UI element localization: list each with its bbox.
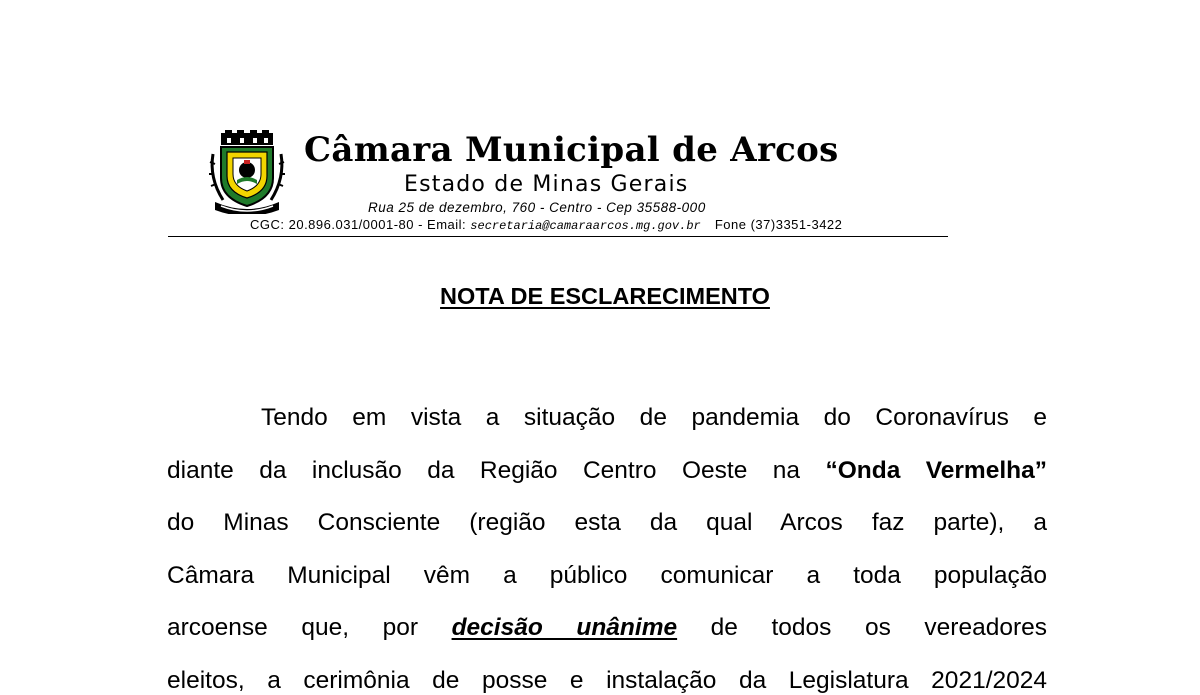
coat-of-arms-icon: [207, 130, 287, 214]
body-text: Câmara Municipal vêm a público comunicar a toda população: [167, 561, 1047, 589]
organization-contact: [250, 217, 842, 234]
body-text: de todos os vereadores: [677, 614, 1047, 641]
body-text: Tendo em vista a situação de pandemia do Coronavírus e: [261, 404, 1047, 431]
organization-state: Estado de Minas Gerais: [404, 172, 689, 197]
body-line-5: [167, 602, 1047, 655]
body-text: diante da inclusão da Região Centro Oeste na: [167, 456, 826, 484]
onda-vermelha-emphasis: “Onda Vermelha”: [825, 456, 1047, 484]
organization-address: Rua 25 de dezembro, 760 - Centro - Cep 35588-000: [368, 200, 706, 215]
letterhead: [168, 128, 948, 240]
email-address: secretaria@camaraarcos.mg.gov.br: [470, 219, 701, 233]
phone-number: Fone (37)3351-3422: [714, 217, 843, 232]
body-line-2: [167, 445, 1047, 498]
body-line-1: [167, 392, 1047, 445]
unanimous-decision-emphasis: decisão unânime: [451, 614, 678, 641]
body-line-6: [167, 655, 1047, 695]
body-line-4: [167, 550, 1047, 603]
organization-name: Câmara Municipal de Arcos: [304, 130, 839, 170]
cgc-number: CGC: 20.896.031/0001-80 - Email:: [250, 217, 467, 232]
body-line-3: [167, 497, 1047, 550]
document-title: NOTA DE ESCLARECIMENTO: [440, 283, 770, 309]
document-body: [167, 392, 1047, 695]
letterhead-divider: [168, 236, 948, 237]
body-text: eleitos, a cerimônia de posse e instalação da Legislatura 2021/2024: [167, 666, 1047, 694]
body-text: do Minas Consciente (região esta da qual Arcos faz parte), a: [167, 509, 1047, 536]
body-text: arcoense que, por: [167, 614, 452, 641]
